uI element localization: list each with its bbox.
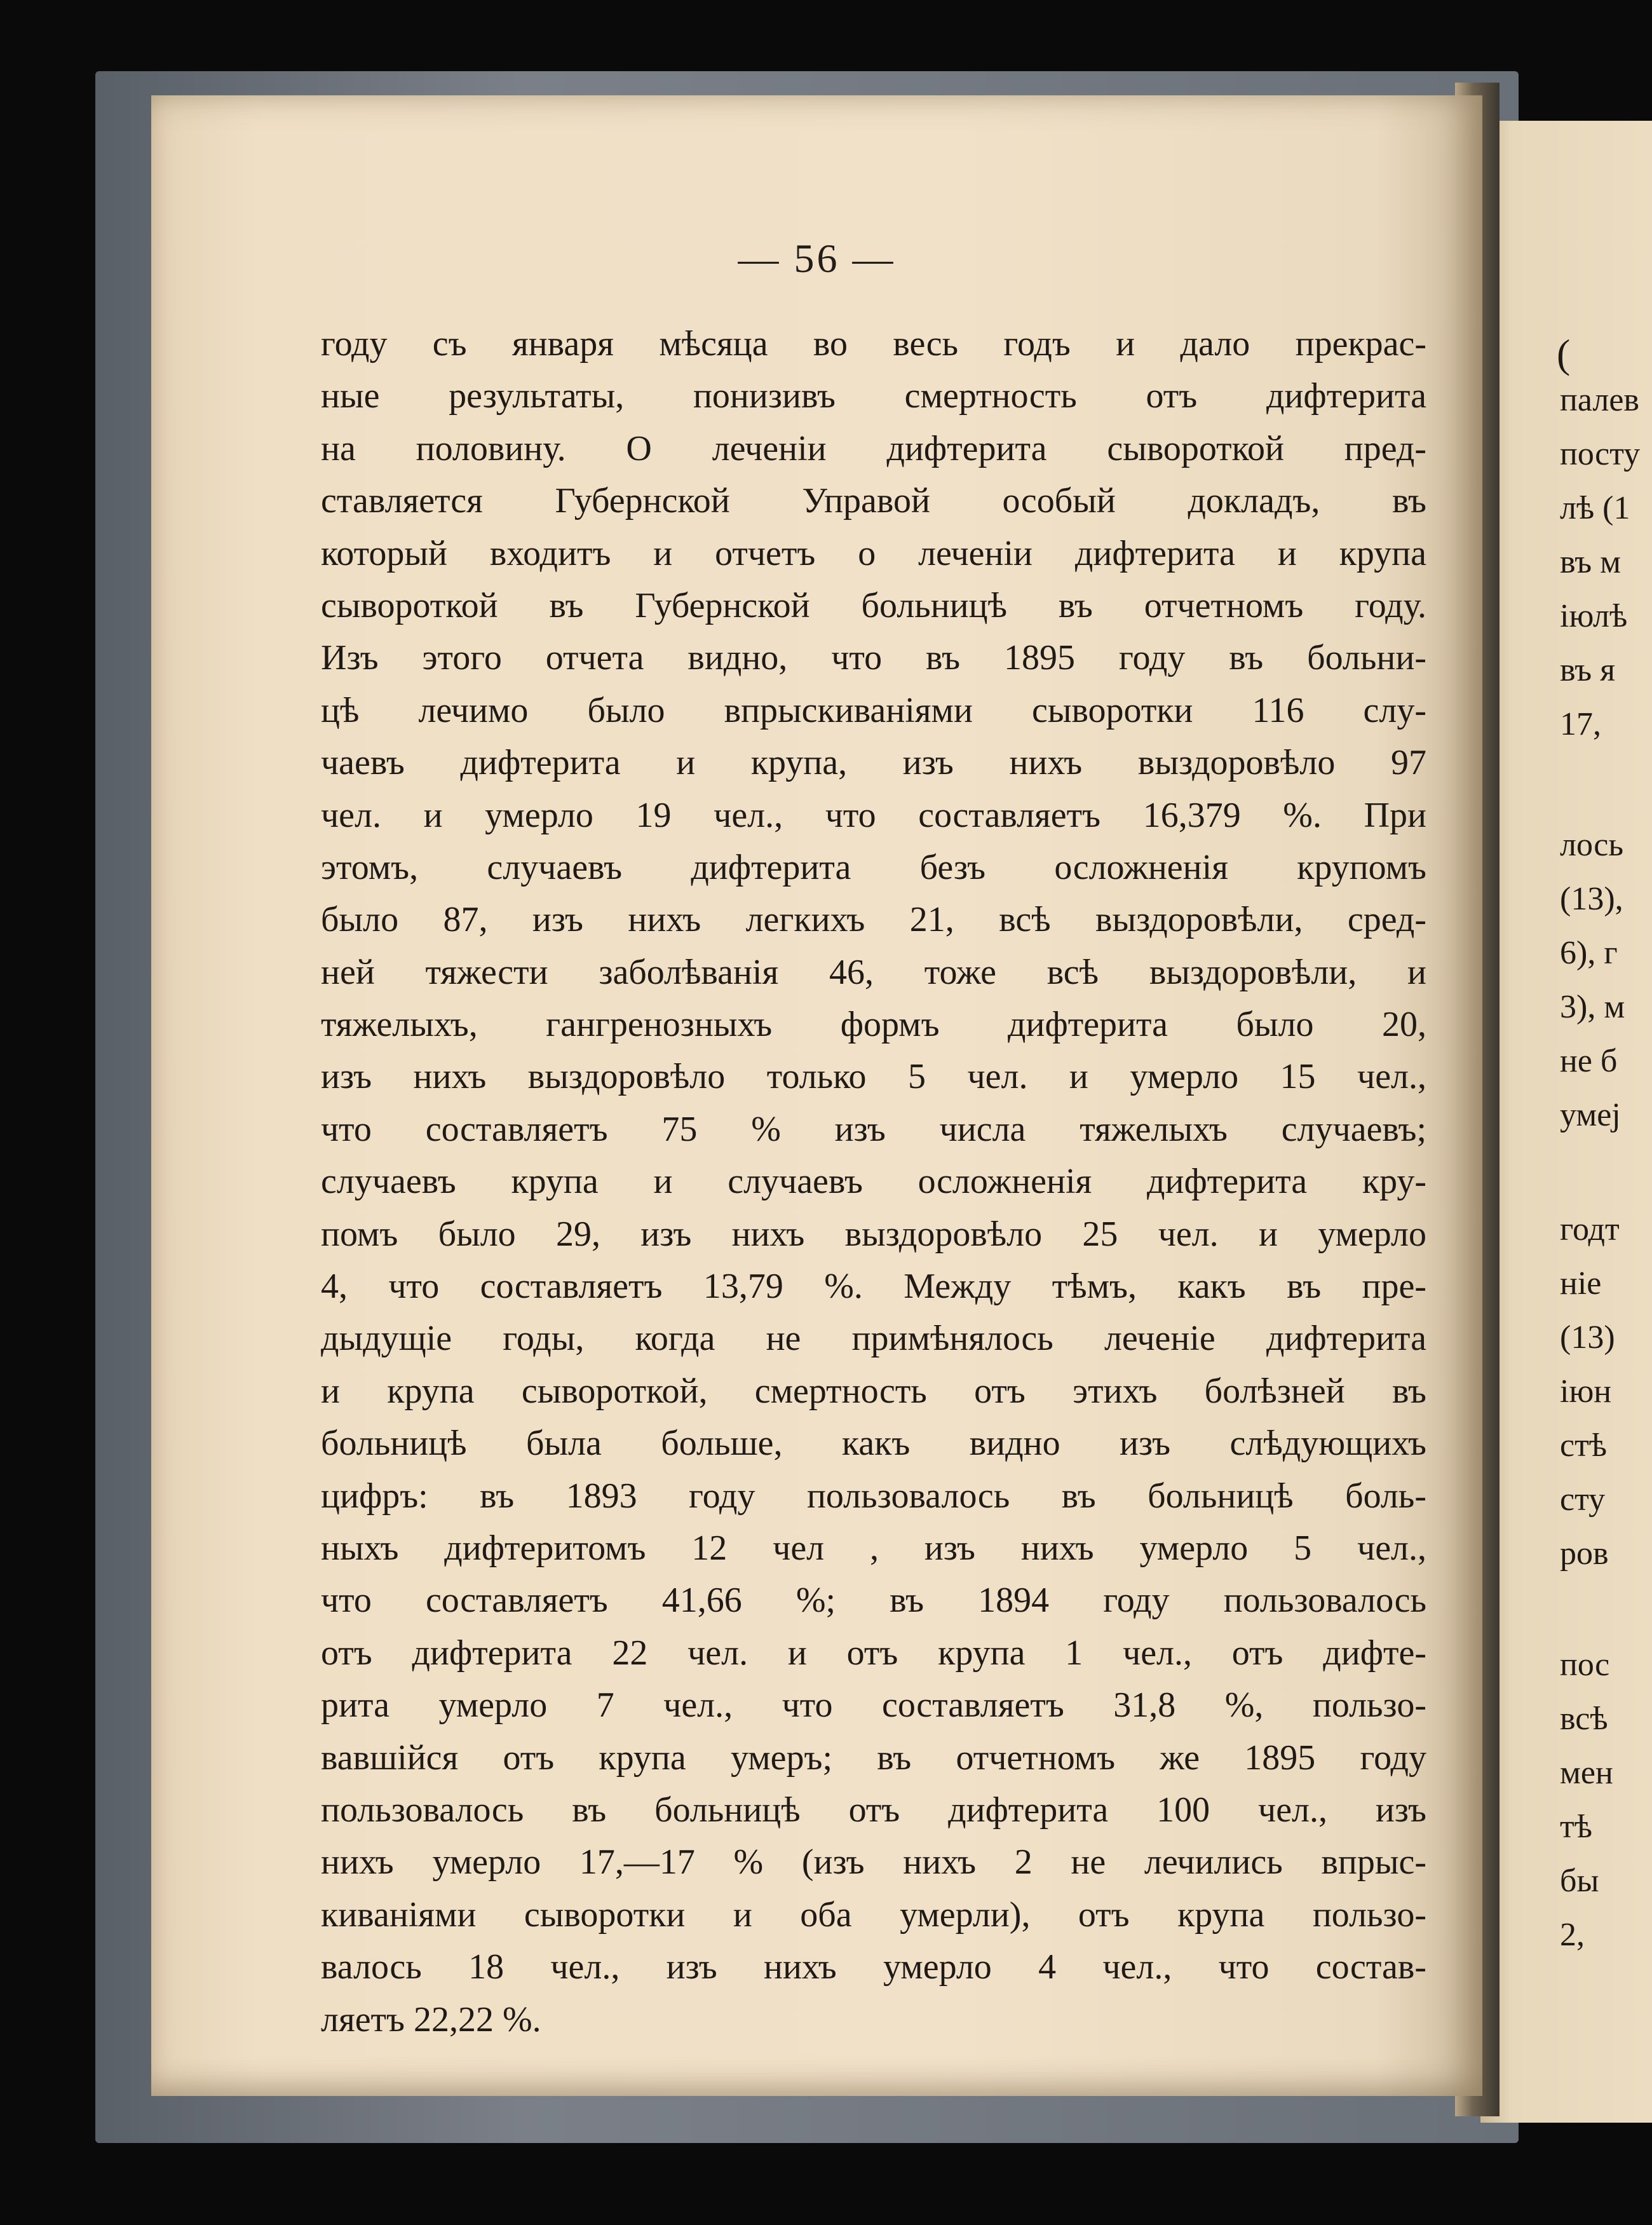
right-page-fragment: лѣ (1 bbox=[1560, 490, 1630, 526]
text-line: отъ дифтерита 22 чел. и отъ крупа 1 чел., отъ дифте- bbox=[321, 1633, 1426, 1673]
right-page-fragment: тѣ bbox=[1560, 1809, 1592, 1845]
text-line: Изъ этого отчета видно, что въ 1895 году въ больни- bbox=[321, 638, 1426, 678]
right-page-fragment: не б bbox=[1560, 1043, 1618, 1079]
right-page-fragment: сту bbox=[1560, 1481, 1606, 1518]
right-page-fragment: ( bbox=[1557, 331, 1571, 376]
right-page-fragment: лось bbox=[1560, 827, 1624, 863]
right-page-fragment: стѣ bbox=[1560, 1427, 1608, 1464]
right-page-fragment: годт bbox=[1560, 1211, 1620, 1248]
text-line: нихъ умерло 17,—17 % (изъ нихъ 2 не лечились впрыс- bbox=[321, 1842, 1426, 1882]
text-line: и крупа сывороткой, смертность отъ этихъ болѣзней въ bbox=[321, 1371, 1426, 1411]
text-line: на половину. О леченіи дифтерита сывороткой пред- bbox=[321, 428, 1426, 468]
text-line: пользовалось въ больницѣ отъ дифтерита 100 чел., изъ bbox=[321, 1790, 1426, 1830]
right-page-fragment: бы bbox=[1560, 1863, 1599, 1899]
text-line: ныхъ дифтеритомъ 12 чел , изъ нихъ умерло 5 чел., bbox=[321, 1528, 1426, 1568]
text-line: этомъ, случаевъ дифтерита безъ осложненія крупомъ bbox=[321, 847, 1426, 887]
text-line: изъ нихъ выздоровѣло только 5 чел. и умерло 15 чел., bbox=[321, 1057, 1426, 1097]
text-line: 4, что составляетъ 13,79 %. Между тѣмъ, какъ въ пре- bbox=[321, 1267, 1426, 1307]
text-line: тяжелыхъ, гангренозныхъ формъ дифтерита было 20, bbox=[321, 1005, 1426, 1045]
page-text bbox=[321, 318, 1426, 2046]
text-line: чел. и умерло 19 чел., что составляетъ 16,379 %. При bbox=[321, 795, 1426, 835]
right-page-fragment: (13), bbox=[1560, 881, 1623, 917]
right-page-fragment: пос bbox=[1560, 1647, 1610, 1683]
right-page-fragment: (13) bbox=[1560, 1319, 1615, 1356]
right-page-fragment: мен bbox=[1560, 1755, 1613, 1791]
text-line: сывороткой въ Губернской больницѣ въ отчетномъ году. bbox=[321, 585, 1426, 625]
page-number: — 56 — bbox=[738, 236, 896, 281]
text-line: цѣ лечимо было впрыскиваніями сыворотки 116 слу- bbox=[321, 690, 1426, 730]
text-line: ные результаты, понизивъ смертность отъ дифтерита bbox=[321, 376, 1426, 416]
right-page-fragment: палев bbox=[1560, 382, 1639, 418]
text-line: рита умерло 7 чел., что составляетъ 31,8 %, пользо- bbox=[321, 1685, 1426, 1725]
text-line: цифръ: въ 1893 году пользовалось въ больницѣ боль- bbox=[321, 1476, 1426, 1516]
text-line: вавшійся отъ крупа умеръ; въ отчетномъ же 1895 году bbox=[321, 1738, 1426, 1778]
text-line: дыдущіе годы, когда не примѣнялось леченіе дифтерита bbox=[321, 1319, 1426, 1359]
text-line: году съ января мѣсяца во весь годъ и дало прекрас- bbox=[321, 324, 1426, 364]
text-line: чаевъ дифтерита и крупа, изъ нихъ выздоровѣло 97 bbox=[321, 743, 1426, 783]
text-line: который входитъ и отчетъ о леченіи дифтерита и крупа bbox=[321, 533, 1426, 573]
text-line: что составляетъ 75 % изъ числа тяжелыхъ случаевъ; bbox=[321, 1109, 1426, 1149]
text-line: валось 18 чел., изъ нихъ умерло 4 чел., что состав- bbox=[321, 1947, 1426, 1987]
text-line: ней тяжести заболѣванія 46, тоже всѣ выздоровѣли, и bbox=[321, 952, 1426, 992]
text-line: было 87, изъ нихъ легкихъ 21, всѣ выздоровѣли, сред- bbox=[321, 900, 1426, 940]
right-page-fragment: въ я bbox=[1560, 652, 1616, 688]
text-line: ляетъ 22,22 %. bbox=[321, 1999, 541, 2039]
right-page-fragment: іюлѣ bbox=[1560, 598, 1628, 634]
text-line: что составляетъ 41,66 %; въ 1894 году пользовалось bbox=[321, 1581, 1426, 1621]
right-page-fragment: 17, bbox=[1560, 706, 1601, 742]
right-page-fragment: 6), г bbox=[1560, 935, 1618, 971]
right-page-fragment: умеј bbox=[1560, 1097, 1621, 1133]
right-page-fragment: посту bbox=[1560, 436, 1641, 472]
text-line: ставляется Губернской Управой особый докладъ, въ bbox=[321, 481, 1426, 521]
right-page-fragment: 3), м bbox=[1560, 989, 1625, 1025]
right-page-fragment: всѣ bbox=[1560, 1701, 1608, 1737]
right-page-fragment: 2, bbox=[1560, 1917, 1585, 1953]
right-page-fragment: въ м bbox=[1560, 544, 1622, 580]
right-page-fragment: ров bbox=[1560, 1535, 1609, 1572]
text-line: больницѣ была больше, какъ видно изъ слѣдующихъ bbox=[321, 1424, 1426, 1464]
text-line: случаевъ крупа и случаевъ осложненія дифтерита кру- bbox=[321, 1162, 1426, 1202]
right-page-fragment: ніе bbox=[1560, 1265, 1602, 1302]
text-line: помъ было 29, изъ нихъ выздоровѣло 25 чел. и умерло bbox=[321, 1214, 1426, 1254]
right-page-fragment: іюн bbox=[1560, 1373, 1612, 1410]
text-line: киваніями сыворотки и оба умерли), отъ крупа пользо- bbox=[321, 1895, 1426, 1935]
